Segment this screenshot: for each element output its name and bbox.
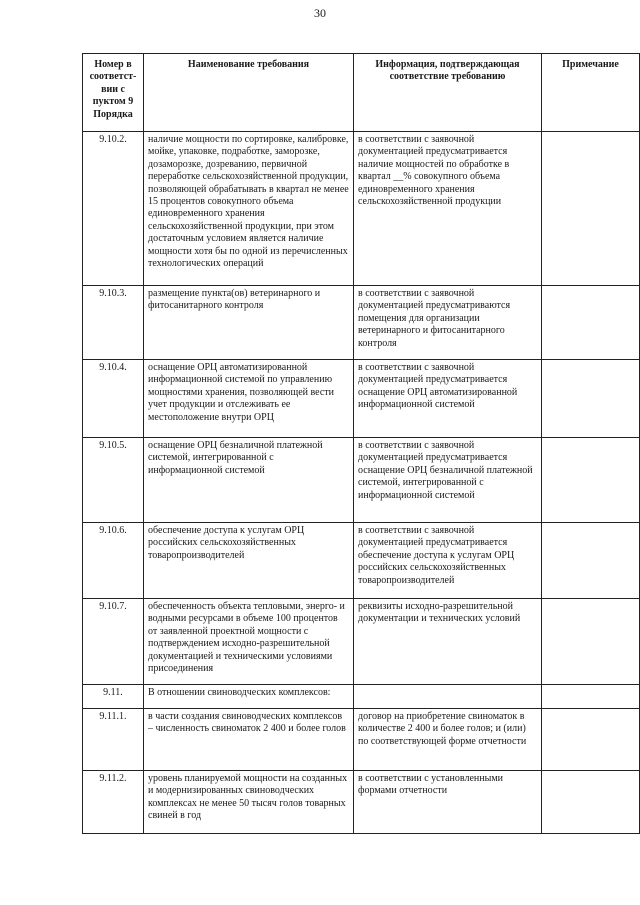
row-name: обеспеченность объекта тепловыми, энерго- и водными ресурсами в объеме 100 процентов от заявленной проектной мощности с подтверждением исходно-разрешительной документацией и техническими условиями присоединения — [144, 599, 354, 685]
header-note: Примечание — [542, 54, 640, 132]
row-info: договор на приобретение свиноматок в количестве 2 400 и более голов; и (или) по соответствующей форме отчетности — [354, 709, 542, 771]
header-name: Наименование требования — [144, 54, 354, 132]
table-row — [83, 132, 640, 286]
row-name: в части создания свиноводческих комплексов – численность свиноматок 2 400 и более голов — [144, 709, 354, 771]
row-number: 9.11.1. — [83, 709, 144, 771]
row-name: размещение пункта(ов) ветеринарного и фитосанитарного контроля — [144, 286, 354, 360]
row-number: 9.10.5. — [83, 438, 144, 523]
table-row — [83, 438, 640, 523]
row-info: реквизиты исходно-разрешительной документации и технических условий — [354, 599, 542, 685]
row-info: в соответствии с заявочной документацией предусматриваются помещения для организации ветеринарного и фитосанитарного контроля — [354, 286, 542, 360]
row-number: 9.10.4. — [83, 360, 144, 438]
table-row — [83, 771, 640, 834]
row-info: в соответствии с установленными формами отчетности — [354, 771, 542, 834]
row-number: 9.10.7. — [83, 599, 144, 685]
row-info: в соответствии с заявочной документацией предусматривается наличие мощностей по обработке в квартал __% совокупного объема единовременного хранения сельскохозяйственной продукции — [354, 132, 542, 286]
row-note — [542, 132, 640, 286]
row-note — [542, 599, 640, 685]
row-info: в соответствии с заявочной документацией предусматривается оснащение ОРЦ автоматизированной информационной системой — [354, 360, 542, 438]
row-note — [542, 771, 640, 834]
row-note — [542, 360, 640, 438]
table-row — [83, 685, 640, 709]
row-number: 9.10.6. — [83, 523, 144, 599]
row-name: обеспечение доступа к услугам ОРЦ российских сельскохозяйственных товаропроизводителей — [144, 523, 354, 599]
row-note — [542, 685, 640, 709]
row-number: 9.11.2. — [83, 771, 144, 834]
row-note — [542, 438, 640, 523]
table-row — [83, 523, 640, 599]
table-row — [83, 286, 640, 360]
row-note — [542, 523, 640, 599]
table-row — [83, 360, 640, 438]
row-info: в соответствии с заявочной документацией предусматривается обеспечение доступа к услугам ОРЦ российских сельскохозяйственных товаропроизводителей — [354, 523, 542, 599]
table-header-row — [83, 54, 640, 132]
row-name: уровень планируемой мощности на созданных и модернизированных свиноводческих комплексах не менее 50 тысяч голов товарных свиней в год — [144, 771, 354, 834]
row-info: в соответствии с заявочной документацией предусматривается оснащение ОРЦ безналичной платежной системой, интегрированной с информационной системой — [354, 438, 542, 523]
row-note — [542, 286, 640, 360]
row-number: 9.10.3. — [83, 286, 144, 360]
row-info — [354, 685, 542, 709]
page-number: 30 — [314, 6, 326, 20]
row-note — [542, 709, 640, 771]
requirements-table — [82, 53, 640, 834]
table-row — [83, 599, 640, 685]
row-name: наличие мощности по сортировке, калибровке, мойке, упаковке, подработке, заморозке, дозаморозке, дозреванию, первичной переработке сельскохозяйственной продукции, позволяющей обрабатывать в квартал не менее 15 процентов совокупного объема единовременного хранения сельскохозяйственной продукции, при этом достаточным условием является наличие мощности хотя бы по одной из перечисленных технологических операций — [144, 132, 354, 286]
row-number: 9.10.2. — [83, 132, 144, 286]
row-name: В отношении свиноводческих комплексов: — [144, 685, 354, 709]
header-number: Номер в соответст-вии с пуктом 9 Порядка — [83, 54, 144, 132]
row-number: 9.11. — [83, 685, 144, 709]
table-row — [83, 709, 640, 771]
header-info: Информация, подтверждающая соответствие требованию — [354, 54, 542, 132]
row-name: оснащение ОРЦ автоматизированной информационной системой по управлению мощностями хранения, позволяющей вести учет продукции и отслеживать ее местоположение внутри ОРЦ — [144, 360, 354, 438]
row-name: оснащение ОРЦ безналичной платежной системой, интегрированной с информационной системой — [144, 438, 354, 523]
